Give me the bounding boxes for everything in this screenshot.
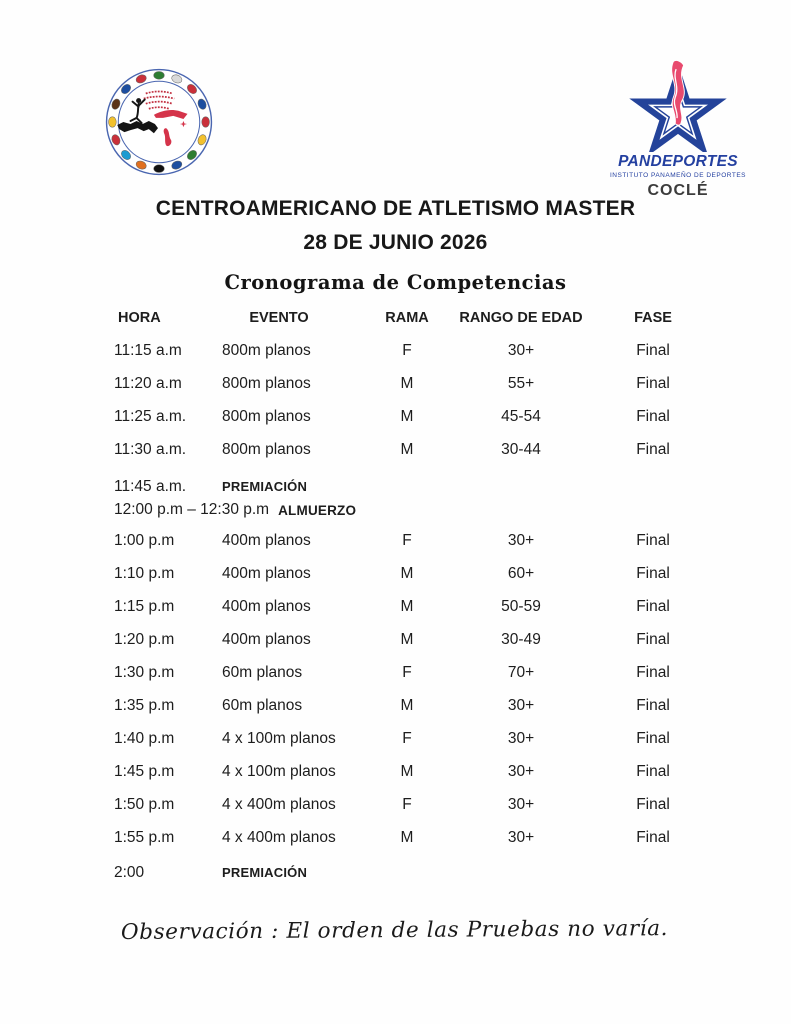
cell-evento: 60m planos	[222, 663, 303, 681]
cell-evento: 4 x 100m planos	[222, 762, 336, 780]
handwritten-note: Observación : El orden de las Pruebas no varía.	[120, 916, 669, 945]
cell-rama: M	[400, 564, 414, 582]
cell-rama: M	[400, 374, 414, 392]
cell-evento: 60m planos	[222, 696, 303, 714]
cell-rango: 30+	[507, 729, 535, 747]
brand-subtitle: INSTITUTO PANAMEÑO DE DEPORTES	[610, 172, 746, 179]
table-row	[112, 400, 732, 433]
cell-rango: 60+	[507, 564, 535, 582]
table-row	[112, 557, 732, 590]
cell-rama: F	[402, 795, 412, 813]
cell-fase: Final	[636, 564, 670, 582]
cell-hora: 11:25 a.m.	[114, 407, 187, 425]
section-title: Cronograma de Competencias	[224, 271, 567, 294]
cell-rama: M	[400, 828, 414, 846]
cell-evento: PREMIACIÓN	[222, 479, 308, 494]
table-row	[112, 755, 732, 788]
cell-fase: Final	[636, 828, 670, 846]
title-block	[0, 197, 791, 255]
table-header	[112, 306, 732, 330]
pandeportes-logo	[606, 56, 750, 200]
header-hora: HORA	[118, 310, 161, 326]
cell-fase: Final	[636, 341, 670, 359]
cell-hora: 11:45 a.m.	[114, 477, 187, 495]
cell-hora: 1:10 p.m	[114, 564, 175, 582]
cell-evento: 400m planos	[222, 564, 311, 582]
table-row	[112, 367, 732, 400]
cell-rama: F	[402, 729, 412, 747]
cell-rama: M	[400, 597, 414, 615]
schedule-table	[112, 306, 732, 886]
cell-fase: Final	[636, 440, 670, 458]
cell-rango: 30-44	[501, 440, 541, 458]
cell-rango: 30+	[507, 828, 535, 846]
cell-rango: 30+	[507, 341, 535, 359]
table-row	[112, 500, 732, 520]
cell-evento: 400m planos	[222, 531, 311, 549]
cell-fase: Final	[636, 597, 670, 615]
cell-rango: 30+	[507, 762, 535, 780]
header-fase: FASE	[634, 310, 672, 326]
cell-rama: F	[402, 531, 412, 549]
cell-hora: 1:00 p.m	[114, 531, 175, 549]
cell-fase: Final	[636, 630, 670, 648]
cell-rango: 55+	[507, 374, 535, 392]
cell-rango: 30-49	[501, 630, 541, 648]
cell-hora: 1:15 p.m	[114, 597, 175, 615]
cell-evento: 4 x 100m planos	[222, 729, 336, 747]
cell-hora: 11:15 a.m	[114, 341, 182, 359]
table-row	[112, 473, 732, 500]
cell-evento: 800m planos	[222, 341, 311, 359]
cell-evento: 800m planos	[222, 407, 311, 425]
cell-fase: Final	[636, 729, 670, 747]
schedule-rows	[112, 334, 732, 886]
table-row	[112, 433, 732, 466]
cell-break-label: ALMUERZO	[278, 502, 357, 518]
cell-evento: 4 x 400m planos	[222, 828, 336, 846]
cell-hora: 12:00 p.m – 12:30 p.m	[114, 501, 270, 518]
cell-hora: 2:00	[114, 863, 145, 881]
table-row	[112, 821, 732, 854]
master-athletics-emblem	[103, 66, 215, 178]
cell-rango: 30+	[507, 696, 535, 714]
cell-evento: 800m planos	[222, 440, 311, 458]
cell-rama: F	[402, 663, 412, 681]
table-row	[112, 788, 732, 821]
cell-hora: 1:20 p.m	[114, 630, 175, 648]
cell-rango: 45-54	[501, 407, 541, 425]
cell-hora: 11:20 a.m	[114, 374, 182, 392]
cell-rama: F	[402, 341, 412, 359]
cell-fase: Final	[636, 795, 670, 813]
document-date: 28 DE JUNIO 2026	[303, 231, 488, 254]
cell-hora: 1:40 p.m	[114, 729, 175, 747]
table-row	[112, 623, 732, 656]
cell-rama: M	[400, 762, 414, 780]
table-row	[112, 524, 732, 557]
table-row	[112, 590, 732, 623]
document-title: CENTROAMERICANO DE ATLETISMO MASTER	[155, 197, 636, 220]
cell-evento: 400m planos	[222, 597, 311, 615]
star-flame-icon	[626, 56, 730, 152]
cell-hora: 1:30 p.m	[114, 663, 175, 681]
cell-fase: Final	[636, 407, 670, 425]
cell-hora: 1:50 p.m	[114, 795, 175, 813]
cell-hora: 1:55 p.m	[114, 828, 175, 846]
cell-rama: M	[400, 440, 414, 458]
header-rango: RANGO DE EDAD	[459, 310, 583, 326]
brand-region: COCLÉ	[647, 182, 709, 199]
cell-rango: 30+	[507, 795, 535, 813]
table-row	[112, 334, 732, 367]
cell-evento: 4 x 400m planos	[222, 795, 336, 813]
cell-evento: 400m planos	[222, 630, 311, 648]
cell-fase: Final	[636, 696, 670, 714]
cell-rango: 50-59	[501, 597, 541, 615]
table-row	[112, 689, 732, 722]
cell-evento: 800m planos	[222, 374, 311, 392]
cell-rama: M	[400, 696, 414, 714]
table-row	[112, 656, 732, 689]
cell-rama: M	[400, 407, 414, 425]
cell-hora: 1:35 p.m	[114, 696, 175, 714]
cell-fase: Final	[636, 663, 670, 681]
cell-fase: Final	[636, 762, 670, 780]
table-row	[112, 859, 732, 886]
cell-rama: M	[400, 630, 414, 648]
table-row	[112, 722, 732, 755]
cell-evento: PREMIACIÓN	[222, 865, 308, 880]
cell-fase: Final	[636, 374, 670, 392]
cell-hora: 11:30 a.m.	[114, 440, 187, 458]
header-evento: EVENTO	[249, 310, 309, 326]
brand-name: PANDEPORTES	[618, 153, 738, 170]
cell-fase: Final	[636, 531, 670, 549]
cell-hora: 1:45 p.m	[114, 762, 175, 780]
cell-rango: 70+	[507, 663, 535, 681]
cell-rango: 30+	[507, 531, 535, 549]
header-rama: RAMA	[385, 310, 429, 326]
